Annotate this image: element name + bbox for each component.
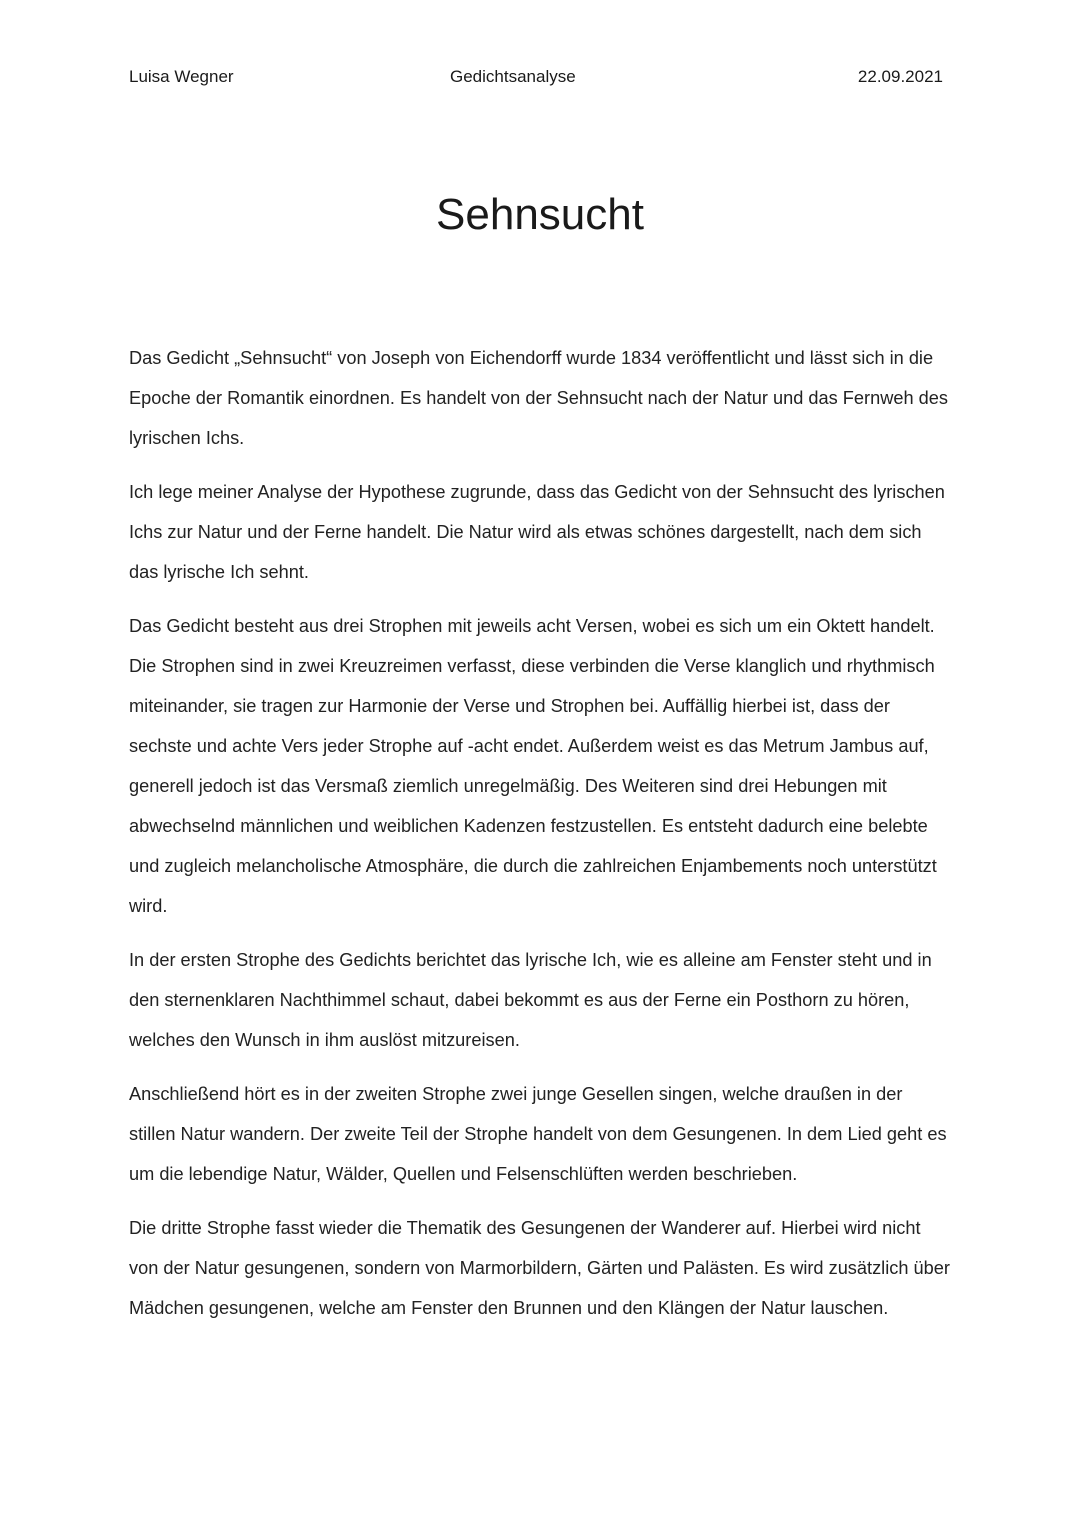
- paragraph-stanza-2: Anschließend hört es in der zweiten Strophe zwei junge Gesellen singen, welche draußen in der stillen Natur wandern. Der zweite Teil der Strophe handelt von dem Gesungenen. In dem Lied geht es um die lebendige Natur, Wälder, Quellen und Felsenschlüften werden beschrieben.: [129, 1084, 947, 1184]
- paragraph-form-analysis: Das Gedicht besteht aus drei Strophen mit jeweils acht Versen, wobei es sich um ein Oktett handelt. Die Strophen sind in zwei Kreuzreimen verfasst, diese verbinden die Verse klanglich und rhythmisch miteinander, sie tragen zur Harmonie der Verse und Strophen bei. Auffällig hierbei ist, dass der sechste und achte Vers jeder Strophe auf -acht endet. Außerdem weist es das Metrum Jambus auf, generell jedoch ist das Versmaß ziemlich unregelmäßig. Des Weiteren sind drei Hebungen mit abwechselnd männlichen und weiblichen Kadenzen festzustellen. Es entsteht dadurch eine belebte und zugleich melancholische Atmosphäre, die durch die zahlreichen Enjambements noch unterstützt wird.: [129, 616, 937, 916]
- header-author: Luisa Wegner: [129, 67, 234, 86]
- paragraph-hypothesis: Ich lege meiner Analyse der Hypothese zugrunde, dass das Gedicht von der Sehnsucht des lyrischen Ichs zur Natur und der Ferne handelt. Die Natur wird als etwas schönes dargestellt, nach dem sich das lyrische Ich sehnt.: [129, 482, 945, 582]
- paragraph-stanza-3: Die dritte Strophe fasst wieder die Thematik des Gesungenen der Wanderer auf. Hierbei wird nicht von der Natur gesungenen, sondern von Marmorbildern, Gärten und Palästen. Es wird zusätzlich über Mädchen gesungenen, welche am Fenster den Brunnen und den Klängen der Natur lauschen.: [129, 1218, 950, 1318]
- paragraph-stanza-1: In der ersten Strophe des Gedichts berichtet das lyrische Ich, wie es alleine am Fenster steht und in den sternenklaren Nachthimmel schaut, dabei bekommt es aus der Ferne ein Posthorn zu hören, welches den Wunsch in ihm auslöst mitzureisen.: [129, 950, 932, 1050]
- page-title: Sehnsucht: [436, 190, 644, 239]
- page-header: [129, 64, 943, 90]
- header-subject: Gedichtsanalyse: [450, 67, 576, 86]
- header-date: 22.09.2021: [857, 67, 943, 86]
- document-body: [129, 338, 951, 1342]
- paragraph-intro: Das Gedicht „Sehnsucht“ von Joseph von Eichendorff wurde 1834 veröffentlicht und lässt sich in die Epoche der Romantik einordnen. Es handelt von der Sehnsucht nach der Natur und das Fernweh des lyrischen Ichs.: [129, 348, 948, 448]
